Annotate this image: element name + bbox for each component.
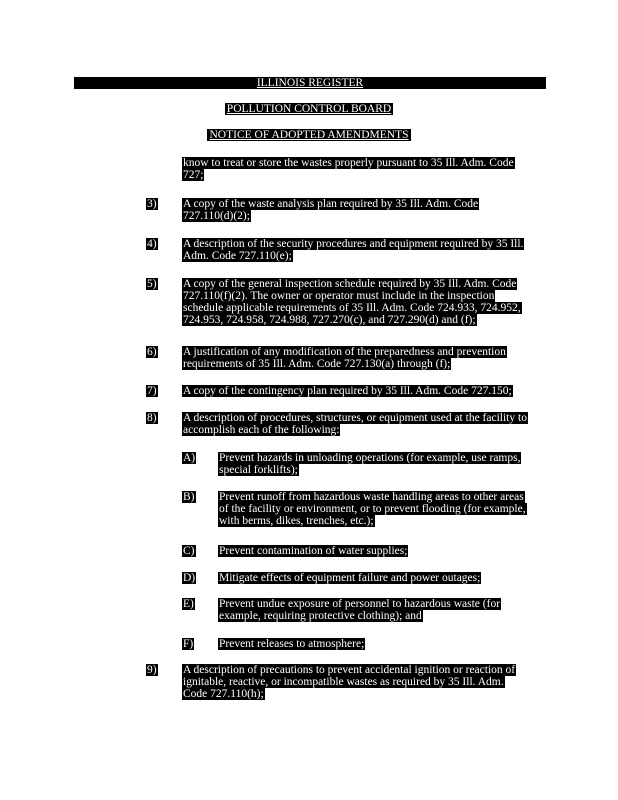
text-line: Prevent hazards in unloading operations (for example, use ramps, bbox=[219, 452, 521, 464]
text-line: of the facility or environment, or to prevent flooding (for example, bbox=[219, 503, 526, 515]
item-text bbox=[182, 664, 516, 700]
subitem-text bbox=[218, 491, 527, 527]
notice-title: NOTICE OF ADOPTED AMENDMENTS bbox=[209, 129, 409, 141]
item-number: 9) bbox=[147, 664, 157, 676]
item-number: 4) bbox=[147, 238, 157, 250]
notice-header bbox=[0, 129, 618, 142]
item-text bbox=[182, 346, 507, 370]
text-line: know to treat or store the wastes properly pursuant to 35 Ill. Adm. Code bbox=[183, 157, 514, 169]
subitem-text bbox=[218, 545, 408, 557]
item-text bbox=[182, 238, 524, 262]
item-text bbox=[182, 385, 513, 397]
item-number: 6) bbox=[147, 346, 157, 358]
text-line: A description of the security procedures and equipment required by 35 Ill. bbox=[183, 238, 524, 250]
text-line: 727; bbox=[183, 169, 204, 181]
text-line: A copy of the general inspection schedule required by 35 Ill. Adm. Code bbox=[183, 278, 517, 290]
subitem-letter: A) bbox=[183, 452, 196, 464]
subitem-letter: D) bbox=[183, 572, 196, 584]
text-line: 727.110(d)(2); bbox=[183, 210, 250, 222]
subitem-text bbox=[218, 598, 501, 622]
text-line: 727.110(f)(2). The owner or operator must include in the inspection bbox=[183, 290, 495, 302]
item-text bbox=[182, 412, 528, 436]
subitem-letter: F) bbox=[183, 638, 194, 650]
subitem-letter: B) bbox=[183, 491, 195, 503]
text-line: Prevent undue exposure of personnel to hazardous waste (for bbox=[219, 598, 501, 610]
text-line: special forklifts); bbox=[219, 464, 298, 476]
text-line: schedule applicable requirements of 35 Ill. Adm. Code 724.933, 724.952, bbox=[183, 302, 521, 314]
text-line: A copy of the waste analysis plan required by 35 Ill. Adm. Code bbox=[183, 198, 479, 210]
item-number: 8) bbox=[147, 412, 157, 424]
text-line: Prevent releases to atmosphere; bbox=[219, 638, 365, 650]
board-header bbox=[0, 103, 618, 116]
subitem-text bbox=[218, 452, 521, 476]
subitem-letter: C) bbox=[183, 545, 195, 557]
text-line: Prevent contamination of water supplies; bbox=[219, 545, 408, 557]
text-line: example, requiring protective clothing); and bbox=[219, 610, 422, 622]
text-line: A justification of any modification of the preparedness and prevention bbox=[183, 346, 506, 358]
text-line: with berms, dikes, trenches, etc.); bbox=[219, 515, 374, 527]
item-text bbox=[182, 278, 522, 326]
subitem-text bbox=[218, 638, 365, 650]
text-line: A copy of the contingency plan required by 35 Ill. Adm. Code 727.150; bbox=[183, 385, 512, 397]
subitem-text bbox=[218, 572, 481, 584]
board-title: POLLUTION CONTROL BOARD bbox=[226, 103, 392, 115]
text-line: Adm. Code 727.110(e); bbox=[183, 250, 292, 262]
subitem-letter: E) bbox=[183, 598, 194, 610]
item-number: 3) bbox=[147, 198, 157, 210]
text-line: Mitigate effects of equipment failure and power outages; bbox=[219, 572, 481, 584]
continuation-text bbox=[182, 157, 515, 181]
register-header bbox=[74, 77, 546, 89]
text-line: requirements of 35 Ill. Adm. Code 727.130(a) through (f); bbox=[183, 358, 451, 370]
text-line: A description of precautions to prevent accidental ignition or reaction of bbox=[183, 664, 516, 676]
text-line: A description of procedures, structures, or equipment used at the facility to bbox=[183, 412, 527, 424]
text-line: Prevent runoff from hazardous waste handling areas to other areas bbox=[219, 491, 524, 503]
text-line: Code 727.110(h); bbox=[183, 688, 264, 700]
text-line: ignitable, reactive, or incompatible wastes as required by 35 Ill. Adm. bbox=[183, 676, 504, 688]
item-number: 7) bbox=[147, 385, 157, 397]
item-number: 5) bbox=[147, 278, 157, 290]
register-title: ILLINOIS REGISTER bbox=[256, 77, 364, 89]
item-text bbox=[182, 198, 479, 222]
text-line: 724.953, 724.958, 724.988, 727.270(c), and 727.290(d) and (f); bbox=[183, 314, 476, 326]
text-line: accomplish each of the following: bbox=[183, 424, 340, 436]
